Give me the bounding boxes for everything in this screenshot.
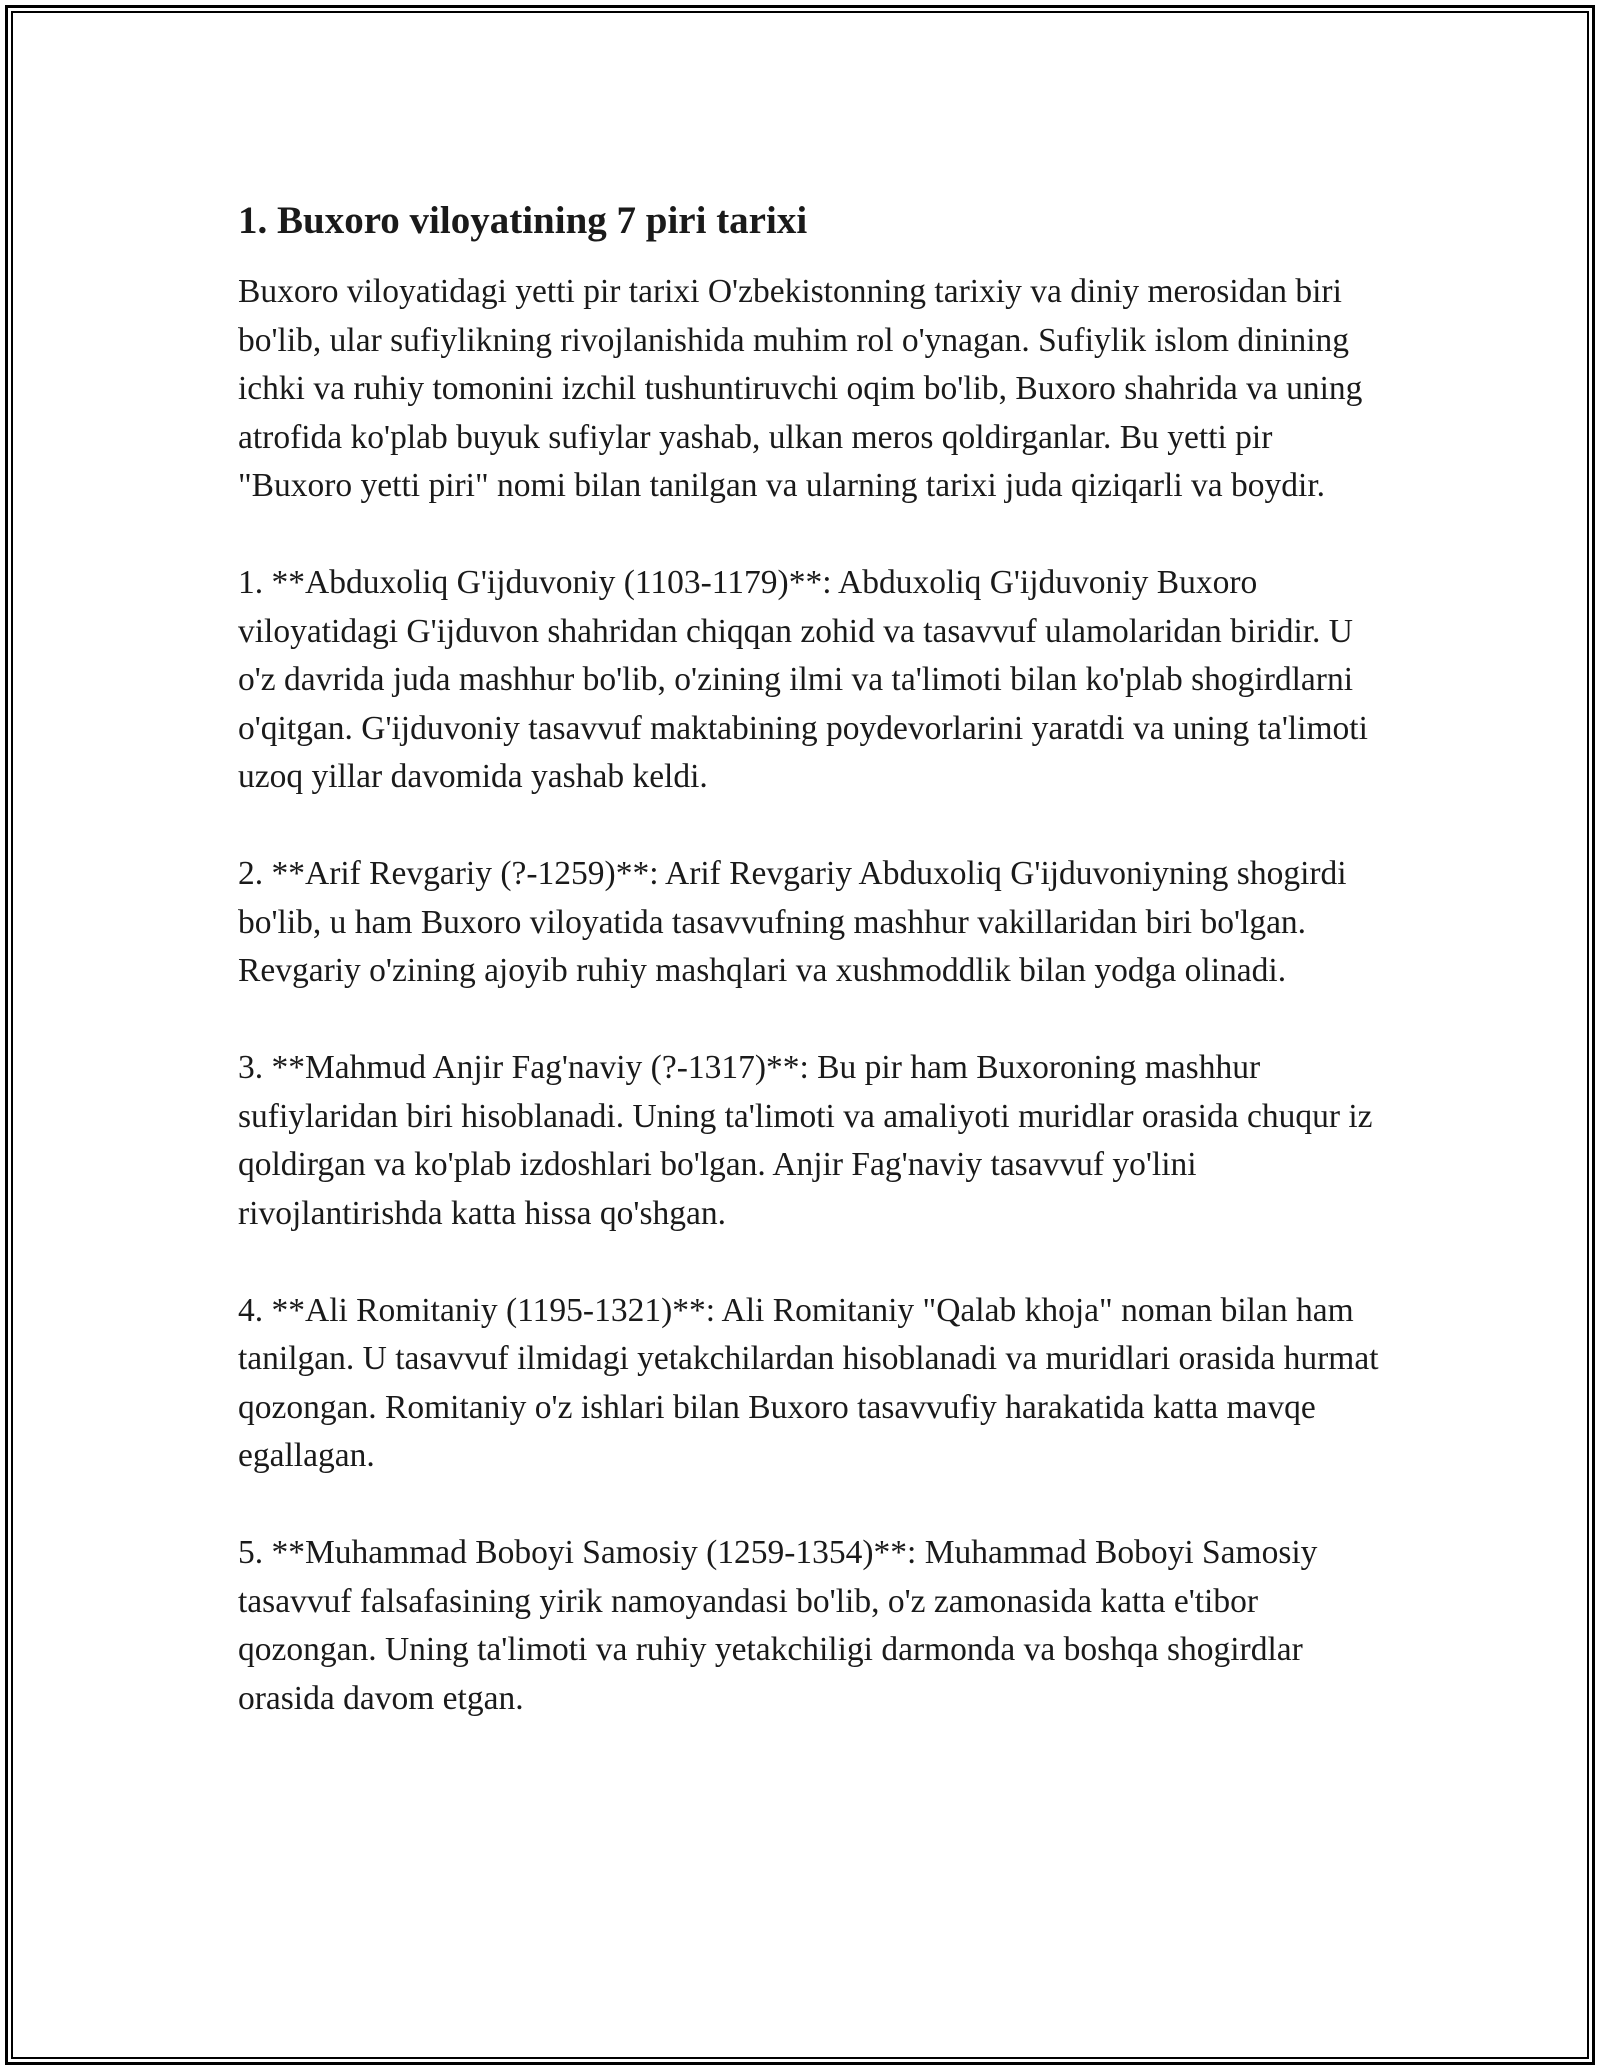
list-item-mahmud-anjir-fagnaviy: 3. **Mahmud Anjir Fag'naviy (?-1317)**: Bu pir ham Buxoroning mashhur sufiylaridan biri hisoblanadi. Uning ta'limoti va amaliyoti muridlar orasida chuqur iz qoldirgan va ko'plab izdoshlari bo'lgan. Anjir Fag'naviy tasavvuf yo'lini rivojlantirishda katta hissa qo'shgan. (238, 1049, 1373, 1232)
intro-paragraph: Buxoro viloyatidagi yetti pir tarixi O'zbekistonning tarixiy va diniy merosidan biri bo'lib, ular sufiylikning rivojlanishida muhim rol o'ynagan. Sufiylik islom dinining ichki va ruhiy tomonini izchil tushuntiruvchi oqim bo'lib, Buxoro shahrida va uning atrofida ko'plab buyuk sufiylar yashab, ulkan meros qoldirganlar. Bu yetti pir "Buxoro yetti piri" nomi bilan tanilgan va ularning tarixi juda qiziqarli va boydir. (238, 273, 1363, 504)
list-item-arif-revgariy: 2. **Arif Revgariy (?-1259)**: Arif Revgariy Abduxoliq G'ijduvoniyning shogirdi bo'lib, u ham Buxoro viloyatida tasavvufning mashhur vakillaridan biri bo'lgan. Revgariy o'zining ajoyib ruhiy mashqlari va xushmoddlik bilan yodga olinadi. (238, 855, 1347, 989)
list-item-abduxoliq-gijduvoniy: 1. **Abduxoliq G'ijduvoniy (1103-1179)**: Abduxoliq G'ijduvoniy Buxoro viloyatidagi G'ijduvon shahridan chiqqan zohid va tasavvuf ulamolaridan biridir. U o'z davrida juda mashhur bo'lib, o'zining ilmi va ta'limoti bilan ko'plab shogirdlarni o'qitgan. G'ijduvoniy tasavvuf maktabining poydevorlarini yaratdi va uning ta'limoti uzoq yillar davomida yashab keldi. (238, 564, 1368, 795)
page-frame (5, 5, 1595, 2065)
list-item-muhammad-boboyi-samosiy: 5. **Muhammad Boboyi Samosiy (1259-1354)**: Muhammad Boboyi Samosiy tasavvuf falsafasining yirik namoyandasi bo'lib, o'z zamonasida katta e'tibor qozongan. Uning ta'limoti va ruhiy yetakchiligi darmonda va boshqa shogirdlar orasida davom etgan. (238, 1534, 1318, 1717)
document-body (238, 194, 1388, 1772)
document-title: 1. Buxoro viloyatining 7 piri tarixi (238, 199, 808, 242)
list-item-ali-romitaniy: 4. **Ali Romitaniy (1195-1321)**: Ali Romitaniy "Qalab khoja" noman bilan ham tanilgan. U tasavvuf ilmidagi yetakchilardan hisoblanadi va muridlari orasida hurmat qozongan. Romitaniy o'z ishlari bilan Buxoro tasavvufiy harakatida katta mavqe egallagan. (238, 1291, 1379, 1474)
